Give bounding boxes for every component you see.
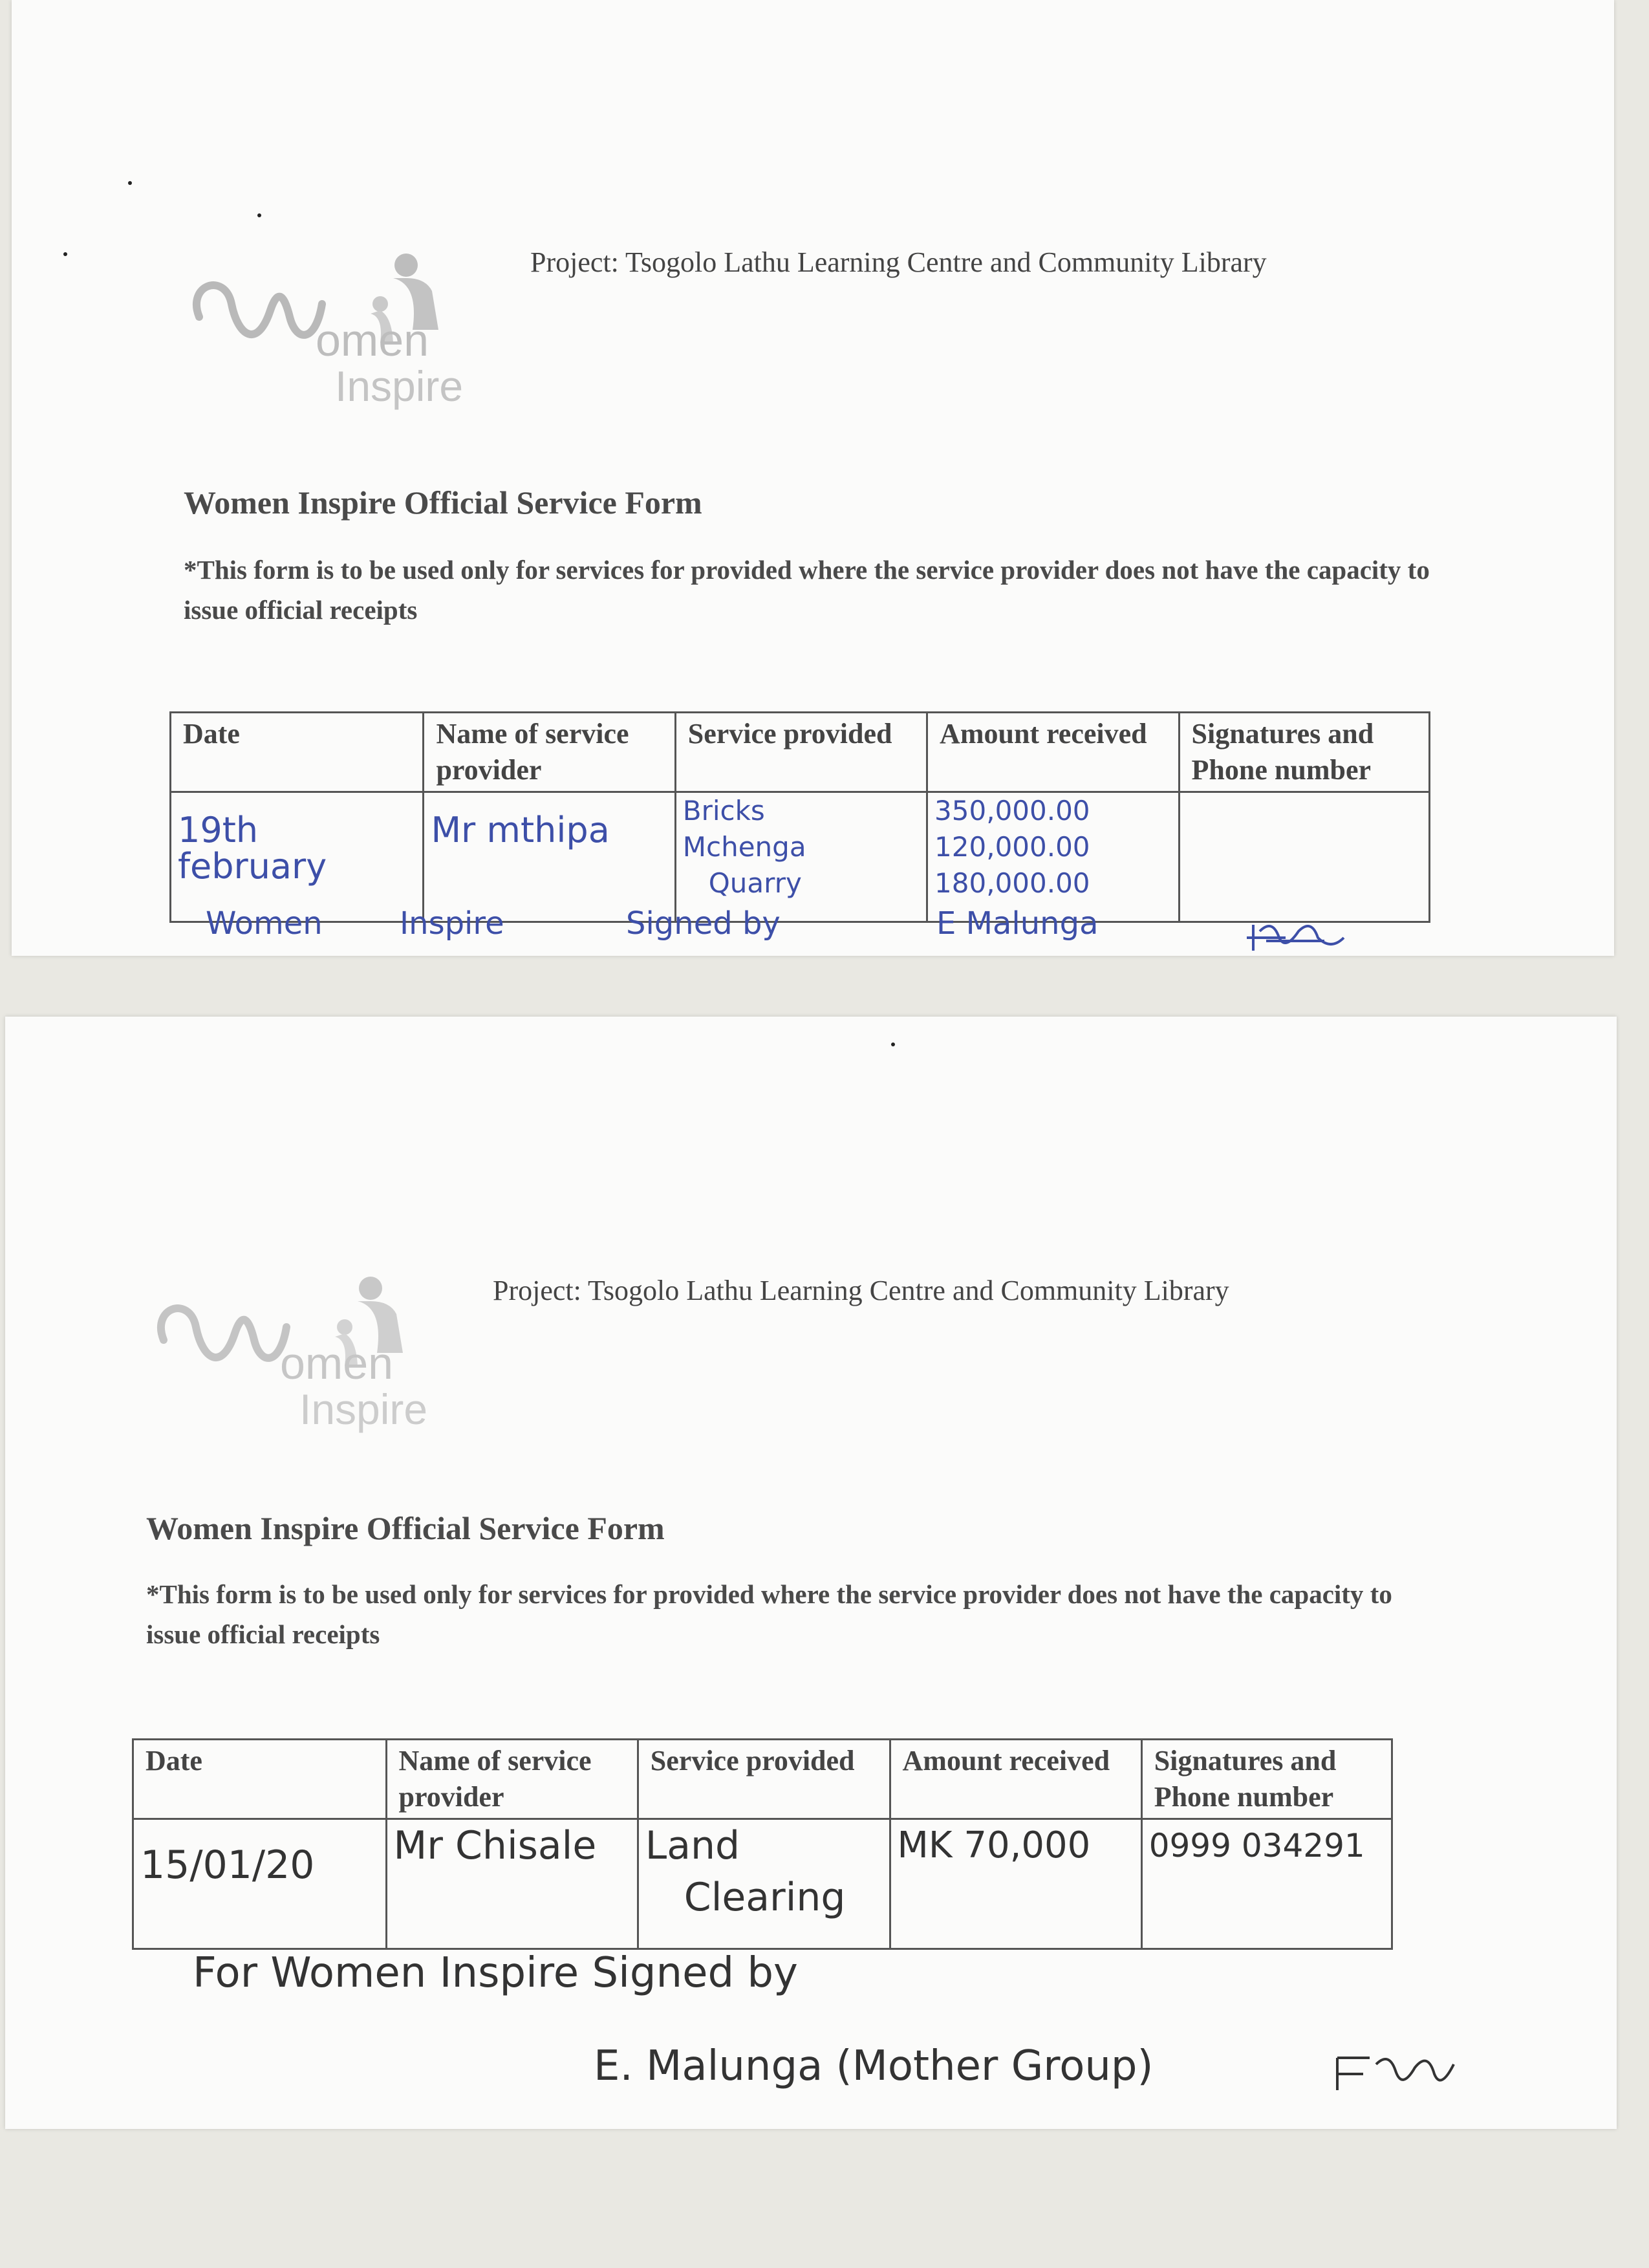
col-header-amount: Amount received: [927, 713, 1180, 792]
date-value: 19th february: [178, 810, 327, 887]
table-row: [133, 1819, 1392, 1949]
amount-item: MK 70,000: [897, 1824, 1091, 1866]
form-note: *This form is to be used only for services for provided where the service provider does not have the capacity to issue official receipts: [146, 1579, 1392, 1649]
provider-value: Mr mthipa: [431, 810, 610, 850]
service-table: [132, 1738, 1393, 1950]
project-title: Project: Tsogolo Lathu Learning Centre and Community Library: [493, 1275, 1229, 1306]
service-item: Bricks: [682, 795, 765, 826]
logo-wordmark-women: omen: [316, 315, 429, 365]
handwritten-signature: [1240, 912, 1370, 957]
cell-provider: [424, 792, 675, 922]
amount-item: 180,000.00: [934, 867, 1090, 899]
col-header-signature: Signatures and Phone number: [1179, 713, 1429, 792]
cell-service: [675, 792, 927, 922]
speck: [128, 181, 132, 185]
col-header-amount: Amount received: [890, 1740, 1141, 1819]
provider-value: Mr Chisale: [393, 1823, 597, 1868]
date-value: 15/01/20: [140, 1842, 315, 1888]
handwritten-signature: [1331, 2045, 1460, 2097]
table-header-row: [171, 713, 1430, 792]
logo-wordmark-women: omen: [280, 1338, 394, 1388]
col-header-date: Date: [133, 1740, 387, 1819]
cell-amount: [927, 792, 1180, 922]
table-header-row: [133, 1740, 1392, 1819]
amount-item: 120,000.00: [934, 831, 1090, 863]
handwritten-signer-name: E Malunga: [936, 905, 1099, 942]
cell-provider: [386, 1819, 638, 1949]
service-form-top: [12, 0, 1614, 956]
women-inspire-logo: [186, 246, 490, 414]
women-inspire-logo: [151, 1269, 455, 1437]
col-header-service: Service provided: [638, 1740, 890, 1819]
handwritten-inspire: Inspire: [400, 905, 504, 942]
speck: [63, 252, 67, 256]
table-row: [171, 792, 1430, 922]
col-header-signature: Signatures and Phone number: [1141, 1740, 1392, 1819]
logo-wordmark-inspire: Inspire: [335, 362, 464, 410]
logo-wordmark-inspire: Inspire: [299, 1385, 428, 1433]
cell-date: [133, 1819, 387, 1949]
amount-item: 350,000.00: [934, 795, 1090, 826]
form-note: *This form is to be used only for services for provided where the service provider does not have the capacity to issue official receipts: [184, 555, 1430, 625]
speck: [891, 1042, 895, 1046]
handwritten-signed-by: Signed by: [626, 905, 781, 942]
col-header-provider: Name of service provider: [424, 713, 675, 792]
service-item: Quarry: [708, 867, 802, 899]
phone-value: 0999 034291: [1148, 1827, 1365, 1864]
col-header-provider: Name of service provider: [386, 1740, 638, 1819]
col-header-date: Date: [171, 713, 424, 792]
cell-service: [638, 1819, 890, 1949]
service-item: Land: [645, 1823, 740, 1868]
service-form-bottom: [5, 1017, 1617, 2129]
cell-signature: [1179, 792, 1429, 922]
col-header-service: Service provided: [675, 713, 927, 792]
service-table: [169, 711, 1430, 923]
form-title: Women Inspire Official Service Form: [146, 1510, 665, 1546]
handwritten-signer-name: E. Malunga (Mother Group): [594, 2042, 1154, 2090]
handwritten-signed-by-line: For Women Inspire Signed by: [193, 1949, 798, 1997]
cell-date: [171, 792, 424, 922]
project-title: Project: Tsogolo Lathu Learning Centre and Community Library: [530, 246, 1267, 278]
service-item: Mchenga: [682, 831, 806, 863]
cell-amount: [890, 1819, 1141, 1949]
handwritten-women: Women: [206, 905, 323, 942]
cell-signature: [1141, 1819, 1392, 1949]
speck: [257, 213, 261, 217]
service-item: Clearing: [684, 1875, 846, 1920]
form-title: Women Inspire Official Service Form: [184, 484, 702, 521]
